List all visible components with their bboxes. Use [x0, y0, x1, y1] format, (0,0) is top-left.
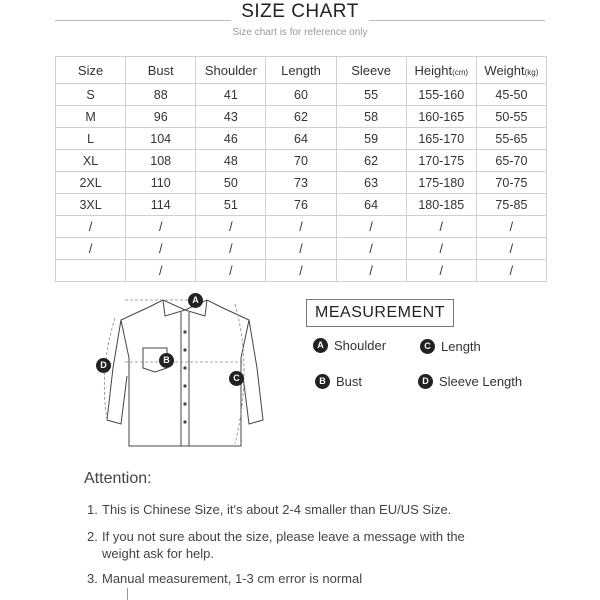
measurement-title: MEASUREMENT — [306, 299, 454, 327]
table-cell: 63 — [336, 172, 406, 194]
table-cell: 3XL — [56, 194, 126, 216]
table-cell: / — [126, 216, 196, 238]
table-cell: 41 — [196, 84, 266, 106]
table-cell: / — [406, 260, 476, 282]
table-row — [56, 172, 547, 194]
table-cell: 65-70 — [476, 150, 546, 172]
table-cell: / — [406, 238, 476, 260]
table-cell: 60 — [266, 84, 336, 106]
table-cell: 165-170 — [406, 128, 476, 150]
table-cell: 62 — [336, 150, 406, 172]
legend-bust — [315, 374, 362, 389]
table-cell: 110 — [126, 172, 196, 194]
table-cell: / — [126, 260, 196, 282]
table-cell: 64 — [266, 128, 336, 150]
table-header-row — [56, 57, 547, 84]
table-cell: 48 — [196, 150, 266, 172]
column-header: Length — [266, 57, 336, 84]
table-cell: / — [196, 260, 266, 282]
table-cell: L — [56, 128, 126, 150]
column-header: Height(cm) — [406, 57, 476, 84]
table-cell: 64 — [336, 194, 406, 216]
column-header: Sleeve — [336, 57, 406, 84]
table-cell: 160-165 — [406, 106, 476, 128]
page-title: SIZE CHART — [0, 1, 600, 23]
table-cell: / — [56, 216, 126, 238]
table-row — [56, 150, 547, 172]
table-cell: 88 — [126, 84, 196, 106]
table-cell: 175-180 — [406, 172, 476, 194]
table-row — [56, 216, 547, 238]
legend-label: Length — [441, 339, 481, 354]
attention-note-3: 3. Manual measurement, 1-3 cm error is normal — [87, 571, 363, 586]
table-cell: 50 — [196, 172, 266, 194]
table-cell: / — [336, 216, 406, 238]
table-cell: 55-65 — [476, 128, 546, 150]
attention-note-1: 1. This is Chinese Size, it's about 2-4 smaller than EU/US Size. — [87, 502, 452, 517]
table-cell: S — [56, 84, 126, 106]
size-table — [55, 56, 547, 282]
table-cell: / — [266, 260, 336, 282]
marker-c-icon: C — [229, 371, 244, 386]
table-cell: / — [266, 216, 336, 238]
table-cell: 104 — [126, 128, 196, 150]
marker-d-icon: D — [96, 358, 111, 373]
marker-b-icon: B — [159, 353, 174, 368]
table-cell: / — [476, 260, 546, 282]
table-cell: 108 — [126, 150, 196, 172]
table-row — [56, 260, 547, 282]
table-cell: / — [476, 238, 546, 260]
table-cell: / — [196, 238, 266, 260]
header — [0, 0, 600, 44]
table-cell: 51 — [196, 194, 266, 216]
marker-c-icon: C — [420, 339, 435, 354]
table-cell: 76 — [266, 194, 336, 216]
table-cell: 50-55 — [476, 106, 546, 128]
table-row — [56, 128, 547, 150]
table-cell: / — [126, 238, 196, 260]
column-header: Shoulder — [196, 57, 266, 84]
legend-label: Sleeve Length — [439, 374, 523, 389]
table-cell: / — [336, 260, 406, 282]
table-cell: 155-160 — [406, 84, 476, 106]
marker-a-icon: A — [313, 338, 328, 353]
table-cell: 58 — [336, 106, 406, 128]
table-cell: 46 — [196, 128, 266, 150]
table-cell: / — [266, 238, 336, 260]
table-row — [56, 194, 547, 216]
shirt-diagram — [85, 288, 285, 458]
legend-label: Shoulder — [334, 338, 387, 353]
marker-a-icon: A — [188, 293, 203, 308]
table-cell: 59 — [336, 128, 406, 150]
attention-heading: Attention: — [84, 470, 152, 487]
legend-sleeve-length — [418, 374, 522, 389]
table-cell — [56, 260, 126, 282]
table-cell: 180-185 — [406, 194, 476, 216]
table-cell: 70-75 — [476, 172, 546, 194]
table-cell: XL — [56, 150, 126, 172]
table-cell: / — [406, 216, 476, 238]
table-cell: 55 — [336, 84, 406, 106]
column-header: Bust — [126, 57, 196, 84]
table-cell: 45-50 — [476, 84, 546, 106]
column-header: Weight(kg) — [476, 57, 546, 84]
table-row — [56, 106, 547, 128]
text-cursor — [127, 588, 128, 600]
column-header: Size — [56, 57, 126, 84]
marker-b-icon: B — [315, 374, 330, 389]
table-row — [56, 84, 547, 106]
table-cell: 114 — [126, 194, 196, 216]
table-cell: / — [196, 216, 266, 238]
table-cell: / — [336, 238, 406, 260]
legend-shoulder — [313, 338, 386, 353]
table-cell: M — [56, 106, 126, 128]
table-cell: 96 — [126, 106, 196, 128]
marker-d-icon: D — [418, 374, 433, 389]
table-row — [56, 238, 547, 260]
legend-length — [420, 339, 481, 354]
table-cell: 73 — [266, 172, 336, 194]
table-cell: / — [56, 238, 126, 260]
table-cell: 62 — [266, 106, 336, 128]
table-cell: 70 — [266, 150, 336, 172]
legend-label: Bust — [336, 374, 363, 389]
table-cell: 2XL — [56, 172, 126, 194]
table-cell: 170-175 — [406, 150, 476, 172]
attention-note-2: 2. If you not sure about the size, please leave a message with the weight ask for help. — [87, 529, 465, 561]
page-subtitle: Size chart is for reference only — [232, 27, 368, 38]
table-cell: 43 — [196, 106, 266, 128]
table-cell: / — [476, 216, 546, 238]
table-cell: 75-85 — [476, 194, 546, 216]
